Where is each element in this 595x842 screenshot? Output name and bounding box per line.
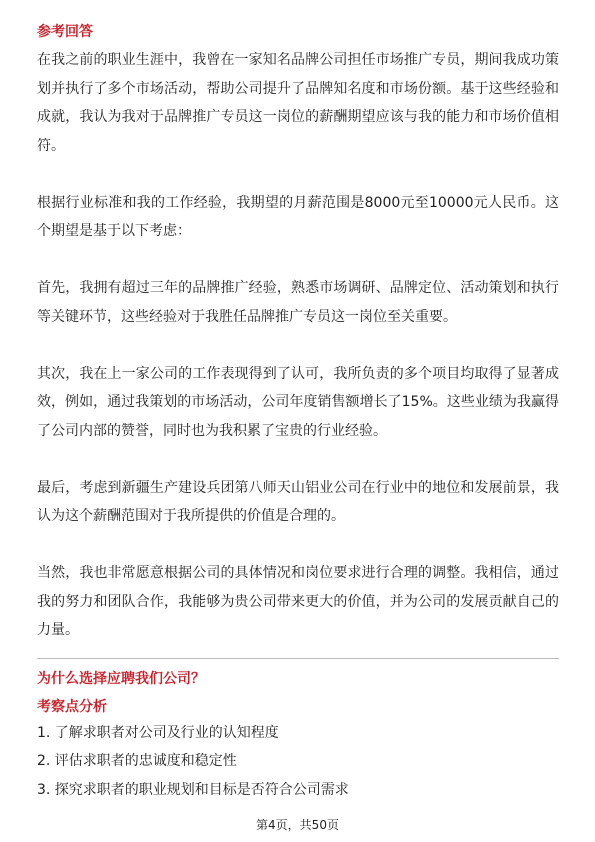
answer-paragraph-3: 首先，我拥有超过三年的品牌推广经验，熟悉市场调研、品牌定位、活动策划和执行等关键环节，这些经验对于我胜任品牌推广专员这一岗位至关重要。 xyxy=(37,280,559,325)
answer-paragraph-4: 其次，我在上一家公司的工作表现得到了认可，我所负责的多个项目均取得了显著成效，例如，通过我策划的市场活动，公司年度销售额增长了15%。这些业绩为我赢得了公司内部的赞誉，同时也为我积累了宝贵的行业经验。 xyxy=(37,365,559,439)
paragraph-gap xyxy=(37,445,559,474)
answer-paragraph-1: 在我之前的职业生涯中，我曾在一家知名品牌公司担任市场推广专员，期间我成功策划并执行了多个市场活动，帮助公司提升了品牌知名度和市场份额。基于这些经验和成就，我认为我对于品牌推广专员这一岗位的薪酬期望应该与我的能力和市场价值相符。 xyxy=(37,52,559,154)
paragraph-gap xyxy=(37,331,559,360)
analysis-point-3: 3. 探究求职者的职业规划和目标是否符合公司需求 xyxy=(37,781,349,798)
page-number-footer: 第4页，共50页 xyxy=(256,818,339,832)
analysis-point-1: 1. 了解求职者对公司及行业的认知程度 xyxy=(37,724,279,741)
answer-paragraph-2: 根据行业标准和我的工作经验，我期望的月薪范围是8000元至10000元人民币。这个期望是基于以下考虑： xyxy=(37,194,559,239)
page-content xyxy=(37,22,559,804)
analysis-point-2: 2. 评估求职者的忠诚度和稳定性 xyxy=(37,753,237,769)
answer-heading: 参考回答 xyxy=(37,24,93,40)
question-title: 为什么选择应聘我们公司？ xyxy=(37,670,205,687)
paragraph-gap xyxy=(37,246,559,275)
answer-paragraph-6: 当然，我也非常愿意根据公司的具体情况和岗位要求进行合理的调整。我相信，通过我的努力和团队合作，我能够为贵公司带来更大的价值，并为公司的发展贡献自己的力量。 xyxy=(37,565,559,638)
paragraph-gap xyxy=(37,531,559,560)
analysis-heading: 考察点分析 xyxy=(37,698,107,715)
paragraph-gap xyxy=(37,160,559,189)
answer-paragraph-5: 最后，考虑到新疆生产建设兵团第八师天山铝业公司在行业中的地位和发展前景，我认为这个薪酬范围对于我所提供的价值是合理的。 xyxy=(37,479,559,524)
section-divider xyxy=(37,658,559,659)
